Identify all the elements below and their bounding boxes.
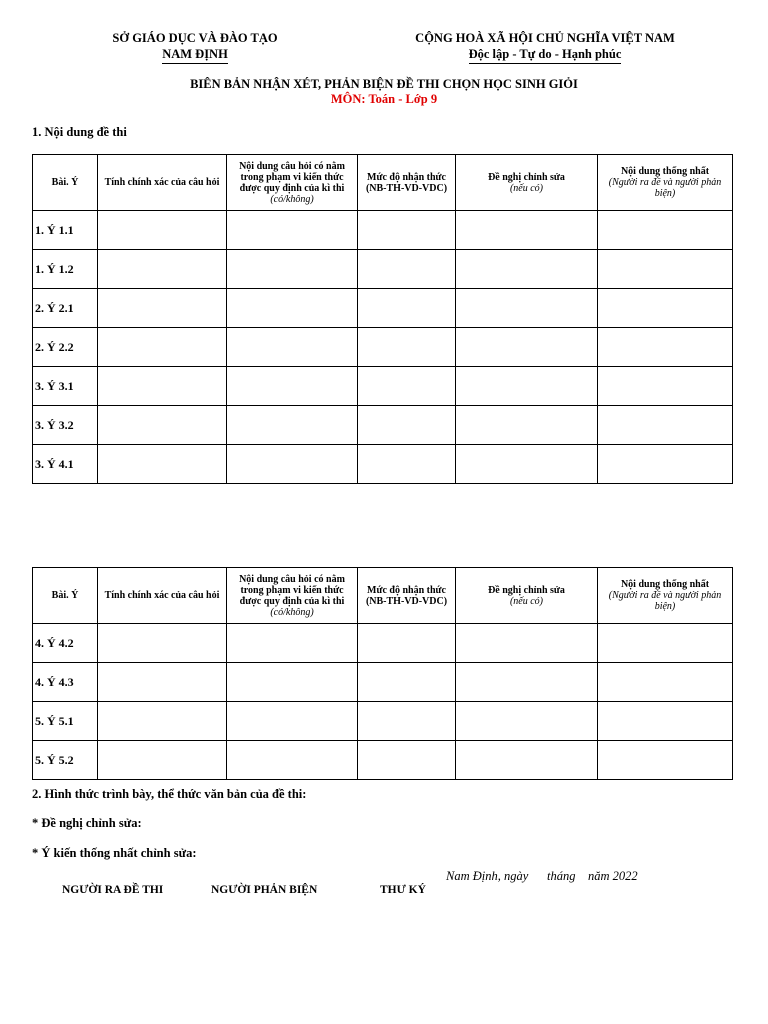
col-header-suggestion	[456, 568, 598, 624]
col-header-item: Bài. Ý	[33, 155, 98, 211]
cell[interactable]	[227, 663, 358, 702]
province-name: NAM ĐỊNH	[162, 46, 228, 64]
cell[interactable]	[98, 663, 227, 702]
table-row	[33, 211, 733, 250]
cell[interactable]	[358, 663, 456, 702]
cell[interactable]	[598, 367, 733, 406]
cell[interactable]	[456, 250, 598, 289]
col-header-scope-sub: (có/không)	[270, 606, 314, 618]
cell[interactable]	[598, 211, 733, 250]
table-row	[33, 702, 733, 741]
col-header-item: Bài. Ý	[33, 568, 98, 624]
department-name: SỞ GIÁO DỤC VÀ ĐÀO TẠO	[112, 31, 278, 45]
subject-line: MÔN: Toán - Lớp 9	[330, 92, 438, 106]
cell[interactable]	[358, 406, 456, 445]
suggestion-label: * Đề nghị chỉnh sửa:	[32, 816, 142, 830]
cell[interactable]	[598, 624, 733, 663]
cell[interactable]	[227, 211, 358, 250]
signature-secretary: THƯ KÝ	[380, 884, 426, 896]
col-header-agreement-sub: (Người ra đề và người phản biện)	[608, 590, 722, 612]
col-header-suggestion-sub: (nếu có)	[509, 182, 544, 194]
cell[interactable]	[227, 367, 358, 406]
col-header-level: Mức độ nhận thức (NB-TH-VD-VDC)	[358, 155, 456, 211]
cell[interactable]	[98, 741, 227, 780]
col-header-suggestion	[456, 155, 598, 211]
cell[interactable]	[456, 741, 598, 780]
col-header-agreement	[598, 155, 733, 211]
cell[interactable]	[358, 702, 456, 741]
cell[interactable]	[598, 328, 733, 367]
cell[interactable]	[598, 663, 733, 702]
cell[interactable]	[358, 211, 456, 250]
cell[interactable]	[456, 328, 598, 367]
cell[interactable]	[98, 289, 227, 328]
col-header-suggestion-label: Đề nghị chỉnh sửa	[488, 584, 565, 596]
col-header-scope	[227, 155, 358, 211]
col-header-accuracy: Tính chính xác của câu hỏi	[98, 568, 227, 624]
row-label: 1. Ý 1.2	[33, 250, 98, 289]
cell[interactable]	[98, 328, 227, 367]
cell[interactable]	[227, 289, 358, 328]
section-2-heading: 2. Hình thức trình bày, thể thức văn bản của đề thi:	[32, 787, 307, 801]
cell[interactable]	[358, 741, 456, 780]
table-row	[33, 663, 733, 702]
row-label: 4. Ý 4.2	[33, 624, 98, 663]
cell[interactable]	[98, 702, 227, 741]
row-label: 2. Ý 2.1	[33, 289, 98, 328]
col-header-scope-label: Nội dung câu hỏi có nằm trong phạm vi kiến thức được quy định của kì thi	[239, 160, 345, 194]
review-table-2	[32, 567, 733, 780]
national-title: CỘNG HOÀ XÃ HỘI CHỦ NGHĨA VIỆT NAM	[415, 31, 675, 45]
table-row	[33, 741, 733, 780]
cell[interactable]	[456, 445, 598, 484]
cell[interactable]	[98, 250, 227, 289]
cell[interactable]	[598, 289, 733, 328]
row-label: 5. Ý 5.1	[33, 702, 98, 741]
cell[interactable]	[598, 406, 733, 445]
cell[interactable]	[227, 328, 358, 367]
row-label: 2. Ý 2.2	[33, 328, 98, 367]
col-header-scope-sub: (có/không)	[270, 193, 314, 205]
place-date: Nam Định, ngày tháng năm 2022	[446, 869, 638, 883]
table-row	[33, 250, 733, 289]
cell[interactable]	[98, 367, 227, 406]
cell[interactable]	[598, 702, 733, 741]
row-label: 1. Ý 1.1	[33, 211, 98, 250]
cell[interactable]	[598, 250, 733, 289]
cell[interactable]	[227, 250, 358, 289]
cell[interactable]	[227, 702, 358, 741]
cell[interactable]	[358, 624, 456, 663]
col-header-suggestion-sub: (nếu có)	[509, 595, 544, 607]
table-row	[33, 445, 733, 484]
cell[interactable]	[456, 211, 598, 250]
table-row	[33, 406, 733, 445]
cell[interactable]	[456, 624, 598, 663]
cell[interactable]	[358, 445, 456, 484]
cell[interactable]	[227, 624, 358, 663]
table-row	[33, 328, 733, 367]
table-row	[33, 624, 733, 663]
row-label: 5. Ý 5.2	[33, 741, 98, 780]
section-1-heading: 1. Nội dung đề thi	[32, 125, 127, 139]
col-header-agreement-label: Nội dung thống nhất	[620, 579, 710, 590]
table-header-row	[33, 155, 733, 211]
national-header	[400, 30, 690, 64]
cell[interactable]	[456, 289, 598, 328]
col-header-scope-label: Nội dung câu hỏi có nằm trong phạm vi kiến thức được quy định của kì thi	[239, 573, 345, 607]
table-row	[33, 289, 733, 328]
col-header-accuracy: Tính chính xác của câu hỏi	[98, 155, 227, 211]
review-table-1	[32, 154, 733, 484]
cell[interactable]	[358, 250, 456, 289]
national-motto: Độc lập - Tự do - Hạnh phúc	[469, 46, 622, 64]
cell[interactable]	[598, 741, 733, 780]
col-header-agreement	[598, 568, 733, 624]
cell[interactable]	[227, 406, 358, 445]
cell[interactable]	[358, 367, 456, 406]
col-header-scope	[227, 568, 358, 624]
cell[interactable]	[358, 289, 456, 328]
cell[interactable]	[227, 741, 358, 780]
cell[interactable]	[456, 702, 598, 741]
cell[interactable]	[227, 445, 358, 484]
cell[interactable]	[98, 445, 227, 484]
cell[interactable]	[98, 406, 227, 445]
signature-author: NGƯỜI RA ĐỀ THI	[62, 884, 164, 896]
document-title: BIÊN BẢN NHẬN XÉT, PHẢN BIỆN ĐỀ THI CHỌN HỌC SINH GIỎI	[190, 77, 578, 91]
agreement-label: * Ý kiến thống nhất chỉnh sửa:	[32, 846, 197, 860]
cell[interactable]	[98, 211, 227, 250]
col-header-level: Mức độ nhận thức (NB-TH-VD-VDC)	[358, 568, 456, 624]
row-label: 3. Ý 3.2	[33, 406, 98, 445]
department-header	[100, 30, 290, 64]
cell[interactable]	[598, 445, 733, 484]
cell[interactable]	[456, 406, 598, 445]
table-row	[33, 367, 733, 406]
table-header-row	[33, 568, 733, 624]
cell[interactable]	[358, 328, 456, 367]
cell[interactable]	[98, 624, 227, 663]
cell[interactable]	[456, 663, 598, 702]
col-header-agreement-sub: (Người ra đề và người phản biện)	[608, 177, 722, 199]
col-header-agreement-label: Nội dung thống nhất	[620, 166, 710, 177]
row-label: 3. Ý 3.1	[33, 367, 98, 406]
signature-reviewer: NGƯỜI PHẢN BIỆN	[211, 884, 318, 896]
cell[interactable]	[456, 367, 598, 406]
row-label: 4. Ý 4.3	[33, 663, 98, 702]
col-header-suggestion-label: Đề nghị chỉnh sửa	[488, 171, 565, 183]
row-label: 3. Ý 4.1	[33, 445, 98, 484]
